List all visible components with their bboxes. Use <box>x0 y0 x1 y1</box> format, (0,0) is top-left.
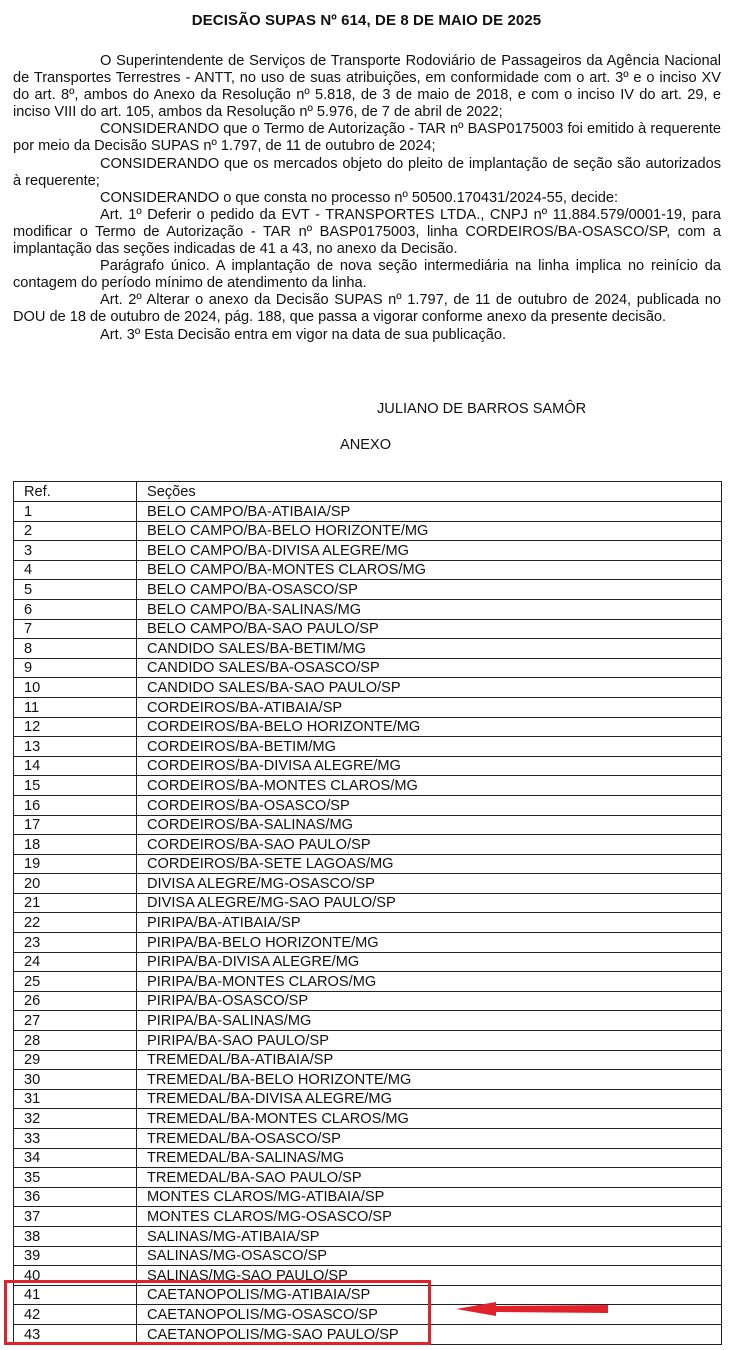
ref-cell: 3 <box>14 541 137 561</box>
section-cell: PIRIPA/BA-DIVISA ALEGRE/MG <box>137 952 722 972</box>
ref-column-header: Ref. <box>14 482 137 502</box>
ref-cell: 8 <box>14 639 137 659</box>
table-row <box>14 1109 722 1129</box>
ref-cell: 25 <box>14 972 137 992</box>
ref-cell: 41 <box>14 1285 137 1305</box>
section-cell: TREMEDAL/BA-BELO HORIZONTE/MG <box>137 1070 722 1090</box>
section-cell: MONTES CLAROS/MG-ATIBAIA/SP <box>137 1187 722 1207</box>
highlight-box <box>4 1280 431 1345</box>
table-row <box>14 874 722 894</box>
ref-cell: 16 <box>14 795 137 815</box>
signer-name: JULIANO DE BARROS SAMÔR <box>377 401 587 417</box>
ref-cell: 12 <box>14 717 137 737</box>
table-row <box>14 815 722 835</box>
table-row <box>14 776 722 796</box>
article-2: Art. 2º Alterar o anexo da Decisão SUPAS nº 1.797, de 11 de outubro de 2024, publicada no DOU de 18 de outubro de 2024, pág. 188, que passa a vigorar conforme anexo da presente decisão. <box>13 292 721 326</box>
ref-cell: 34 <box>14 1148 137 1168</box>
ref-cell: 4 <box>14 560 137 580</box>
section-cell: CANDIDO SALES/BA-OSASCO/SP <box>137 658 722 678</box>
document-title: DECISÃO SUPAS Nº 614, DE 8 DE MAIO DE 2025 <box>191 12 542 29</box>
section-cell: CANDIDO SALES/BA-SAO PAULO/SP <box>137 678 722 698</box>
table-row <box>14 1050 722 1070</box>
ref-cell: 43 <box>14 1324 137 1344</box>
section-cell: SALINAS/MG-OSASCO/SP <box>137 1246 722 1266</box>
table-row <box>14 952 722 972</box>
table-row <box>14 1148 722 1168</box>
table-row <box>14 1089 722 1109</box>
sections-column-header: Seções <box>137 482 722 502</box>
section-cell: CAETANOPOLIS/MG-ATIBAIA/SP <box>137 1285 722 1305</box>
left-arrow-icon <box>456 1300 614 1318</box>
section-cell: MONTES CLAROS/MG-OSASCO/SP <box>137 1207 722 1227</box>
section-cell: PIRIPA/BA-SALINAS/MG <box>137 1011 722 1031</box>
section-cell: BELO CAMPO/BA-OSASCO/SP <box>137 580 722 600</box>
section-cell: DIVISA ALEGRE/MG-OSASCO/SP <box>137 874 722 894</box>
table-body <box>14 502 722 1345</box>
section-cell: TREMEDAL/BA-DIVISA ALEGRE/MG <box>137 1089 722 1109</box>
table-row <box>14 737 722 757</box>
table-row <box>14 1226 722 1246</box>
section-cell: CORDEIROS/BA-BETIM/MG <box>137 737 722 757</box>
ref-cell: 5 <box>14 580 137 600</box>
ref-cell: 35 <box>14 1168 137 1188</box>
ref-cell: 40 <box>14 1266 137 1286</box>
table-row <box>14 697 722 717</box>
considering-paragraph-2: CONSIDERANDO que os mercados objeto do pleito de implantação de seção são autorizados à requerente; <box>13 155 721 189</box>
section-cell: PIRIPA/BA-BELO HORIZONTE/MG <box>137 933 722 953</box>
table-row <box>14 717 722 737</box>
ref-cell: 15 <box>14 776 137 796</box>
ref-cell: 33 <box>14 1129 137 1149</box>
table-row <box>14 541 722 561</box>
table-row <box>14 854 722 874</box>
table-row <box>14 933 722 953</box>
decision-body <box>13 53 721 344</box>
section-cell: TREMEDAL/BA-ATIBAIA/SP <box>137 1050 722 1070</box>
section-cell: CANDIDO SALES/BA-BETIM/MG <box>137 639 722 659</box>
section-cell: TREMEDAL/BA-SALINAS/MG <box>137 1148 722 1168</box>
table-row <box>14 580 722 600</box>
table-row <box>14 991 722 1011</box>
article-1: Art. 1º Deferir o pedido da EVT - TRANSPORTES LTDA., CNPJ nº 11.884.579/0001-19, para modificar o Termo de Autorização - TAR nº BASP0175003, linha CORDEIROS/BA-OSASCO/SP, com a implantação das seções indicadas de 41 a 43, no anexo da Decisão. <box>13 206 721 258</box>
table-row <box>14 658 722 678</box>
ref-cell: 6 <box>14 599 137 619</box>
ref-cell: 37 <box>14 1207 137 1227</box>
table-row <box>14 560 722 580</box>
ref-cell: 11 <box>14 697 137 717</box>
section-cell: CORDEIROS/BA-OSASCO/SP <box>137 795 722 815</box>
ref-cell: 13 <box>14 737 137 757</box>
section-cell: SALINAS/MG-ATIBAIA/SP <box>137 1226 722 1246</box>
article-3: Art. 3º Esta Decisão entra em vigor na data de sua publicação. <box>100 326 507 343</box>
section-cell: CORDEIROS/BA-SAO PAULO/SP <box>137 835 722 855</box>
table-row <box>14 1246 722 1266</box>
ref-cell: 39 <box>14 1246 137 1266</box>
section-cell: CORDEIROS/BA-SALINAS/MG <box>137 815 722 835</box>
ref-cell: 27 <box>14 1011 137 1031</box>
ref-cell: 2 <box>14 521 137 541</box>
ref-cell: 28 <box>14 1031 137 1051</box>
ref-cell: 42 <box>14 1305 137 1325</box>
ref-cell: 38 <box>14 1226 137 1246</box>
section-cell: CORDEIROS/BA-ATIBAIA/SP <box>137 697 722 717</box>
ref-cell: 29 <box>14 1050 137 1070</box>
ref-cell: 36 <box>14 1187 137 1207</box>
section-cell: BELO CAMPO/BA-SAO PAULO/SP <box>137 619 722 639</box>
ref-cell: 18 <box>14 835 137 855</box>
table-row <box>14 678 722 698</box>
table-row <box>14 756 722 776</box>
section-cell: PIRIPA/BA-ATIBAIA/SP <box>137 913 722 933</box>
ref-cell: 30 <box>14 1070 137 1090</box>
section-cell: CORDEIROS/BA-MONTES CLAROS/MG <box>137 776 722 796</box>
section-cell: BELO CAMPO/BA-DIVISA ALEGRE/MG <box>137 541 722 561</box>
ref-cell: 32 <box>14 1109 137 1129</box>
section-cell: BELO CAMPO/BA-MONTES CLAROS/MG <box>137 560 722 580</box>
ref-cell: 31 <box>14 1089 137 1109</box>
ref-cell: 1 <box>14 502 137 522</box>
section-cell: BELO CAMPO/BA-ATIBAIA/SP <box>137 502 722 522</box>
table-row <box>14 1168 722 1188</box>
ref-cell: 21 <box>14 893 137 913</box>
table-row <box>14 599 722 619</box>
section-cell: CORDEIROS/BA-SETE LAGOAS/MG <box>137 854 722 874</box>
table-row <box>14 521 722 541</box>
section-cell: PIRIPA/BA-SAO PAULO/SP <box>137 1031 722 1051</box>
ref-cell: 10 <box>14 678 137 698</box>
table-row <box>14 1129 722 1149</box>
ref-cell: 19 <box>14 854 137 874</box>
ref-cell: 23 <box>14 933 137 953</box>
ref-cell: 7 <box>14 619 137 639</box>
considering-paragraph-3: CONSIDERANDO o que consta no processo nº 50500.170431/2024-55, decide: <box>100 189 619 206</box>
table-row <box>14 1031 722 1051</box>
section-cell: TREMEDAL/BA-OSASCO/SP <box>137 1129 722 1149</box>
ref-cell: 20 <box>14 874 137 894</box>
table-row <box>14 1207 722 1227</box>
annex-title: ANEXO <box>340 437 392 453</box>
section-cell: BELO CAMPO/BA-BELO HORIZONTE/MG <box>137 521 722 541</box>
table-row <box>14 1070 722 1090</box>
table-row <box>14 795 722 815</box>
section-cell: CORDEIROS/BA-DIVISA ALEGRE/MG <box>137 756 722 776</box>
ref-cell: 17 <box>14 815 137 835</box>
section-cell: SALINAS/MG-SAO PAULO/SP <box>137 1266 722 1286</box>
section-cell: PIRIPA/BA-OSASCO/SP <box>137 991 722 1011</box>
sections-table <box>13 481 722 1345</box>
section-cell: BELO CAMPO/BA-SALINAS/MG <box>137 599 722 619</box>
section-cell: CAETANOPOLIS/MG-OSASCO/SP <box>137 1305 722 1325</box>
table-header-row <box>14 482 722 502</box>
table-row <box>14 835 722 855</box>
preamble-paragraph: O Superintendente de Serviços de Transporte Rodoviário de Passageiros da Agência Nacional de Transportes Terrestres - ANTT, no uso de suas atribuições, em conformidade com o art. 3º e o inciso XV do art. 8º, ambos do Anexo da Resolução nº 5.818, de 3 de maio de 2018, e com o inciso IV do art. 29, e inciso VIII do art. 105, ambos da Resolução nº 5.976, de 7 de abril de 2022; <box>13 53 721 121</box>
section-cell: DIVISA ALEGRE/MG-SAO PAULO/SP <box>137 893 722 913</box>
section-cell: PIRIPA/BA-MONTES CLAROS/MG <box>137 972 722 992</box>
table-row <box>14 1187 722 1207</box>
section-cell: TREMEDAL/BA-SAO PAULO/SP <box>137 1168 722 1188</box>
single-paragraph: Parágrafo único. A implantação de nova seção intermediária na linha implica no reinício da contagem do período mínimo de atendimento da linha. <box>13 258 721 292</box>
considering-paragraph-1: CONSIDERANDO que o Termo de Autorização - TAR nº BASP0175003 foi emitido à requerente por meio da Decisão SUPAS nº 1.797, de 11 de outubro de 2024; <box>13 121 721 155</box>
table-row <box>14 1011 722 1031</box>
table-row <box>14 972 722 992</box>
section-cell: CAETANOPOLIS/MG-SAO PAULO/SP <box>137 1324 722 1344</box>
ref-cell: 26 <box>14 991 137 1011</box>
table-row <box>14 619 722 639</box>
ref-cell: 24 <box>14 952 137 972</box>
ref-cell: 22 <box>14 913 137 933</box>
section-cell: CORDEIROS/BA-BELO HORIZONTE/MG <box>137 717 722 737</box>
section-cell: TREMEDAL/BA-MONTES CLAROS/MG <box>137 1109 722 1129</box>
table-row <box>14 913 722 933</box>
table-row <box>14 893 722 913</box>
table-row <box>14 502 722 522</box>
table-row <box>14 639 722 659</box>
ref-cell: 14 <box>14 756 137 776</box>
ref-cell: 9 <box>14 658 137 678</box>
